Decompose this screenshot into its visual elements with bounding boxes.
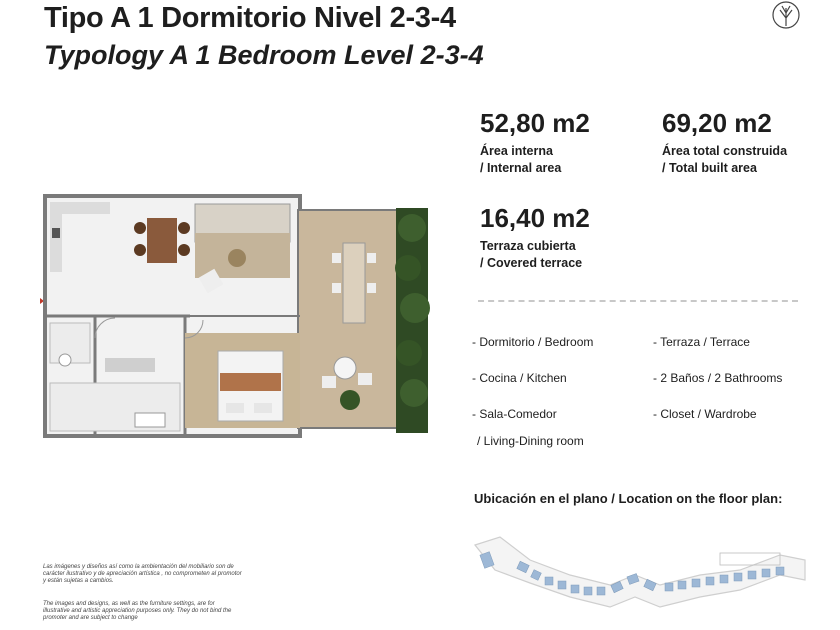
internal-area-label-es: Área interna xyxy=(480,144,553,158)
internal-area-label-en: / Internal area xyxy=(480,161,562,175)
total-area-label-en: / Total built area xyxy=(662,161,757,175)
total-area-block xyxy=(662,108,787,177)
feature-kitchen: - Cocina / Kitchen xyxy=(472,371,567,385)
page-title-en: Typology A 1 Bedroom Level 2-3-4 xyxy=(44,40,484,70)
floor-plan-image xyxy=(40,188,440,438)
feature-living-dining: - Sala-Comedor xyxy=(472,407,557,421)
disclaimer-en: The images and designs, as well as the furniture settings, are for illustrative and artistic appreciation purposes only. They do not bind the promoter and are subject to change xyxy=(43,601,232,622)
feature-living-dining-en: / Living-Dining room xyxy=(477,434,584,448)
location-title: Ubicación en el plano / Location on the floor plan: xyxy=(474,491,783,506)
site-location-map xyxy=(470,525,810,625)
feature-wardrobe: - Closet / Wardrobe xyxy=(653,407,757,421)
terrace-area-block xyxy=(480,203,590,272)
total-area-label-es: Área total construida xyxy=(662,144,788,158)
dashed-divider xyxy=(478,300,798,302)
feature-bathrooms: - 2 Baños / 2 Bathrooms xyxy=(653,371,783,385)
feature-terrace: - Terraza / Terrace xyxy=(653,335,750,349)
page-title-es: Tipo A 1 Dormitorio Nivel 2-3-4 xyxy=(44,2,456,34)
terrace-area-label-en: / Covered terrace xyxy=(480,256,583,270)
terrace-area-value: 16,40 m2 xyxy=(480,203,590,233)
disclaimer-es: Las imágenes y diseños así como la ambientación del mobiliario son de carácter ilustrativo y de apreciación artística , no comprometen al promotor y están sujetas a cambios. xyxy=(43,564,242,585)
terrace-area-label-es: Terraza cubierta xyxy=(480,239,576,253)
tree-leaf-logo-icon xyxy=(770,0,802,30)
total-area-value: 69,20 m2 xyxy=(662,108,772,138)
internal-area-value: 52,80 m2 xyxy=(480,108,590,138)
internal-area-block xyxy=(480,108,590,177)
feature-bedroom: - Dormitorio / Bedroom xyxy=(472,335,594,349)
